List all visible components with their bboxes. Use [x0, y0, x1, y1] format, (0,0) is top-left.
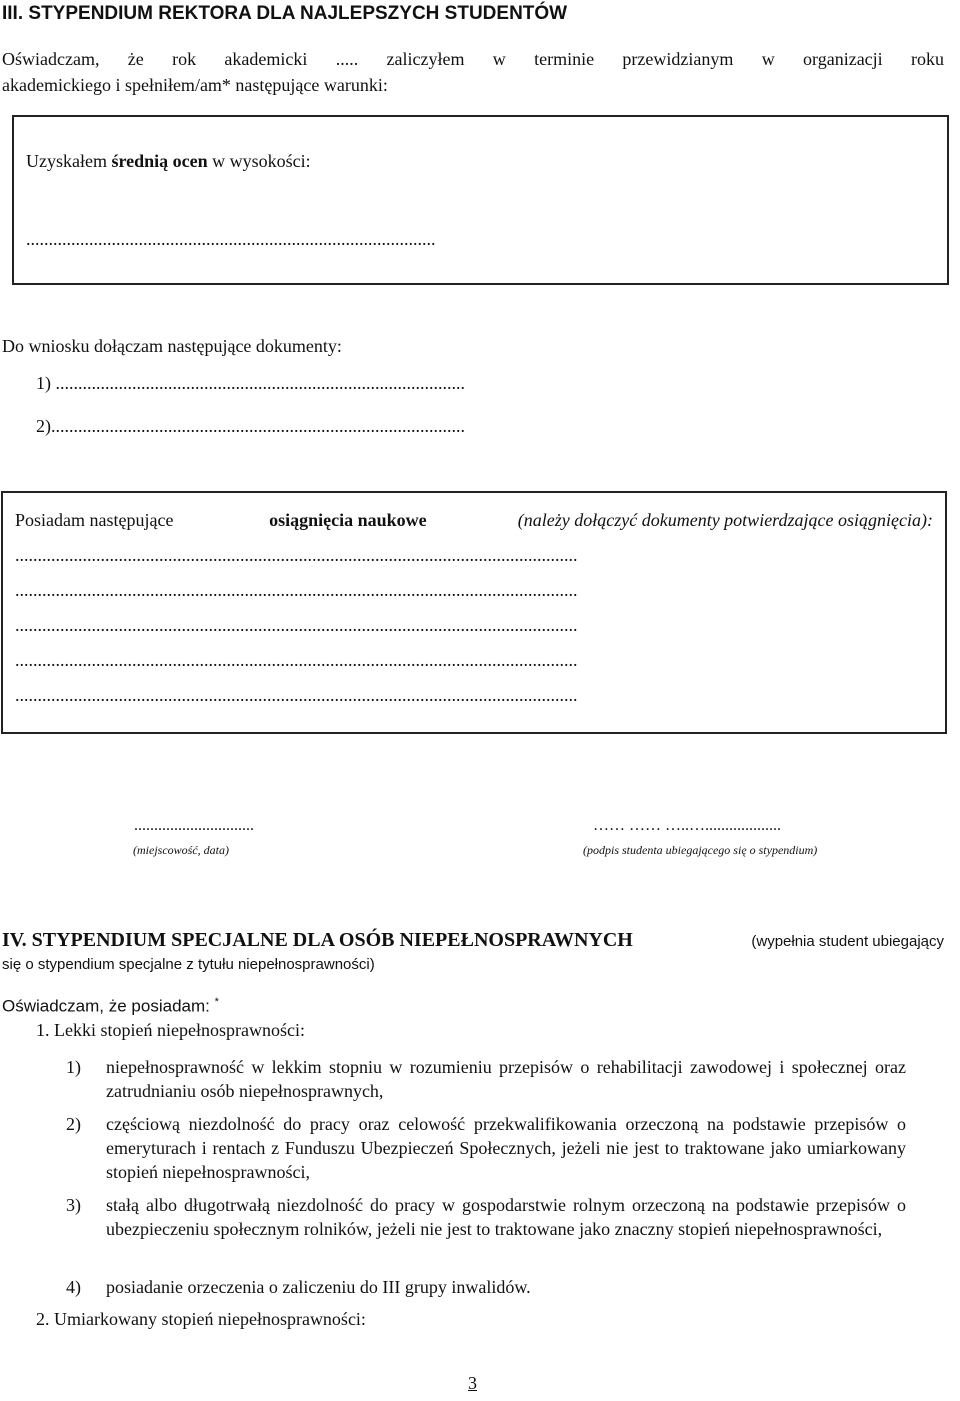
category-1: 1. Lekki stopień niepełnosprawności: [36, 1020, 305, 1040]
list-item-text: niepełnosprawność w lekkim stopniu w rozumieniu przepisów o rehabilitacji zawodowej i społecznej oraz zatrudnianiu osób niepełnosprawnych, [106, 1057, 906, 1101]
achievements-field-4[interactable]: ............................................................................................................................. [15, 650, 578, 670]
list-item [66, 1275, 906, 1299]
document-1-field[interactable]: 1) ........................................................................................... [36, 373, 465, 393]
achievements-label [15, 510, 933, 531]
signature-field[interactable]: …… …… …..…................... [593, 817, 781, 834]
achievements-prefix: Posiadam następujące [15, 510, 178, 530]
section-4-heading-note: (wypełnia student ubiegający [751, 933, 944, 950]
average-grade-field[interactable]: ........................................................................................... [26, 229, 436, 249]
achievements-field-2[interactable]: ............................................................................................................................. [15, 580, 578, 600]
intro-line-2: akademickiego i spełniłem/am* następujące warunki: [2, 75, 388, 95]
place-date-caption: (miejscowość, data) [133, 843, 229, 857]
average-grade-box [12, 115, 949, 285]
list-item-number: 2) [66, 1114, 81, 1134]
document-2-field[interactable]: 2)............................................................................................ [36, 416, 465, 436]
average-prefix: Uzyskałem [26, 151, 112, 171]
list-item-text: częściową niezdolność do pracy oraz celowość przekwalifikowania orzeczoną na podstawie przepisów o emeryturach i rentach z Funduszu Ubezpieczeń Społecznych, jeżeli nie jest to traktowane jako umiarkowany stopień niepełnosprawności, [106, 1114, 906, 1182]
list-item-text: stałą albo długotrwałą niezdolność do pracy w gospodarstwie rolnym orzeczoną na podstawie przepisów o ubezpieczeniu społecznym rolników, jeżeli nie jest to traktowane jako znaczny stopień niepełnosprawności, [106, 1195, 906, 1239]
declare-text: Oświadczam, że posiadam: [2, 996, 210, 1016]
list-item [66, 1055, 906, 1103]
average-suffix: w wysokości: [207, 151, 311, 171]
section-3-heading: III. STYPENDIUM REKTORA DLA NAJLEPSZYCH STUDENTÓW [2, 3, 568, 24]
section-4-heading-note-2: się o stypendium specjalne z tytułu niepełnosprawności) [2, 956, 375, 973]
intro-line-1: Oświadczam, że rok akademicki ..... zaliczyłem w terminie przewidzianym w organizacji roku [2, 49, 944, 69]
list-item [66, 1193, 906, 1265]
declare-footnote-mark: * [214, 996, 219, 1008]
declare-label [2, 996, 219, 1017]
section-4-heading: IV. STYPENDIUM SPECJALNE DLA OSÓB NIEPEŁNOSPRAWNYCH [2, 929, 633, 951]
list-item-number: 4) [66, 1277, 81, 1297]
category-2: 2. Umiarkowany stopień niepełnosprawności: [36, 1309, 366, 1329]
list-item-number: 3) [66, 1195, 81, 1215]
section-4-heading-row [2, 929, 944, 952]
achievements-bold: osiągnięcia naukowe [269, 510, 427, 530]
achievements-note: (należy dołączyć dokumenty potwierdzające osiągnięcia): [517, 510, 933, 530]
list-item [66, 1112, 906, 1184]
achievements-field-3[interactable]: ............................................................................................................................. [15, 615, 578, 635]
list-item-number: 1) [66, 1057, 81, 1077]
list-item-text: posiadanie orzeczenia o zaliczeniu do III grupy inwalidów. [106, 1277, 531, 1297]
average-bold: średnią ocen [111, 151, 208, 171]
average-grade-label [26, 151, 311, 172]
signature-caption: (podpis studenta ubiegającego się o stypendium) [583, 843, 818, 857]
documents-label: Do wniosku dołączam następujące dokumenty: [2, 336, 342, 356]
achievements-field-5[interactable]: ............................................................................................................................. [15, 685, 578, 705]
achievements-field-1[interactable]: ............................................................................................................................. [15, 545, 578, 565]
page-number: 3 [468, 1373, 477, 1393]
place-date-field[interactable]: .............................. [134, 817, 254, 834]
